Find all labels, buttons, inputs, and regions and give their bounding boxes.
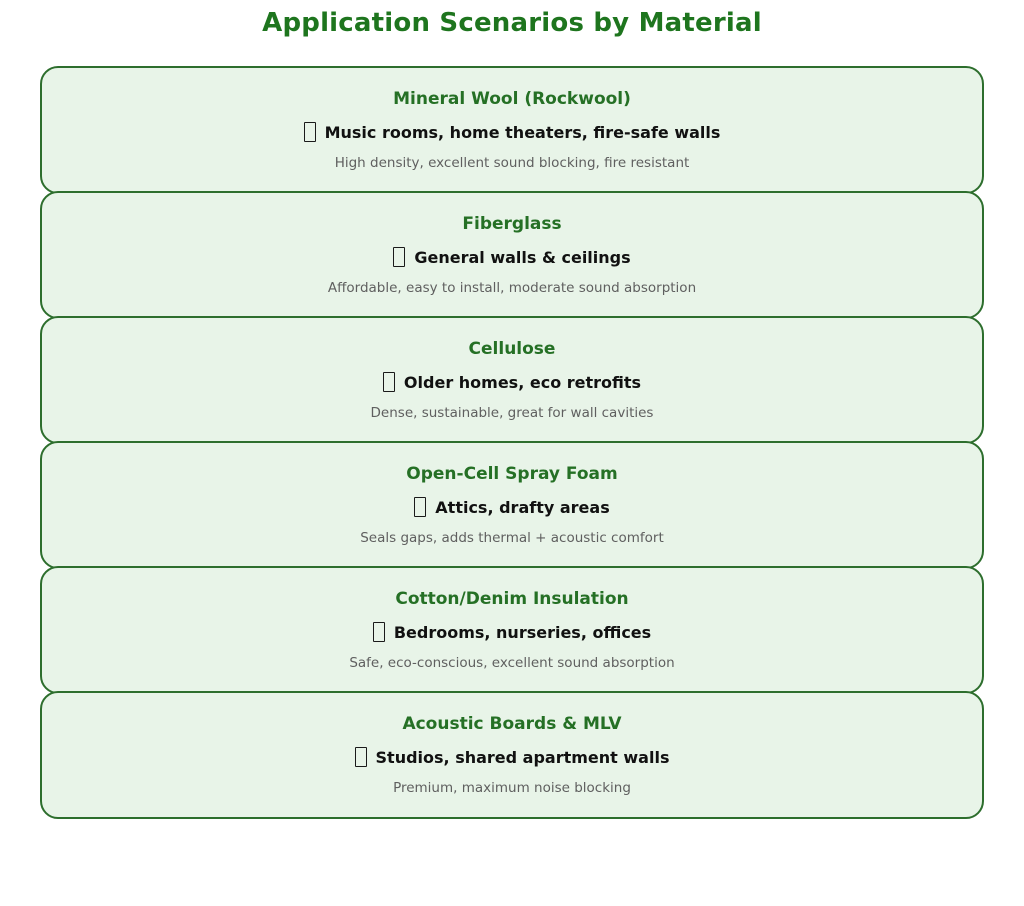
missing-emoji-icon	[383, 372, 395, 392]
card-note: Dense, sustainable, great for wall cavities	[370, 405, 654, 421]
card-use-text: Attics, drafty areas	[435, 497, 610, 517]
card-use-line	[414, 497, 609, 517]
card-heading: Acoustic Boards & MLV	[402, 714, 622, 734]
card-acoustic-boards-mlv	[40, 691, 984, 819]
card-use-text: Music rooms, home theaters, fire-safe walls	[324, 122, 721, 142]
card-use-text: General walls & ceilings	[414, 247, 631, 267]
card-open-cell-spray-foam	[40, 441, 984, 569]
card-heading: Cellulose	[468, 339, 556, 359]
page-title: Application Scenarios by Material	[262, 8, 762, 38]
card-cotton-denim	[40, 566, 984, 694]
card-cellulose	[40, 316, 984, 444]
card-heading: Open-Cell Spray Foam	[406, 464, 618, 484]
card-note: Premium, maximum noise blocking	[393, 780, 631, 796]
material-card-list	[40, 66, 984, 819]
missing-emoji-icon	[414, 497, 426, 517]
card-use-text: Bedrooms, nurseries, offices	[393, 622, 652, 642]
card-use-line	[304, 122, 721, 142]
card-heading: Mineral Wool (Rockwool)	[393, 89, 631, 109]
card-use-line	[383, 372, 641, 392]
card-mineral-wool	[40, 66, 984, 194]
missing-emoji-icon	[373, 622, 385, 642]
card-heading: Cotton/Denim Insulation	[395, 589, 629, 609]
missing-emoji-icon	[393, 247, 405, 267]
card-use-line	[393, 247, 630, 267]
card-use-line	[355, 747, 670, 767]
card-note: Safe, eco-conscious, excellent sound absorption	[349, 655, 675, 671]
card-use-text: Older homes, eco retrofits	[403, 372, 642, 392]
card-note: Affordable, easy to install, moderate sound absorption	[327, 280, 697, 296]
missing-emoji-icon	[304, 122, 316, 142]
card-note: Seals gaps, adds thermal + acoustic comfort	[360, 530, 664, 546]
card-heading: Fiberglass	[462, 214, 562, 234]
card-use-line	[373, 622, 651, 642]
card-use-text: Studios, shared apartment walls	[375, 747, 670, 767]
missing-emoji-icon	[355, 747, 367, 767]
card-fiberglass	[40, 191, 984, 319]
card-note: High density, excellent sound blocking, fire resistant	[334, 155, 690, 171]
